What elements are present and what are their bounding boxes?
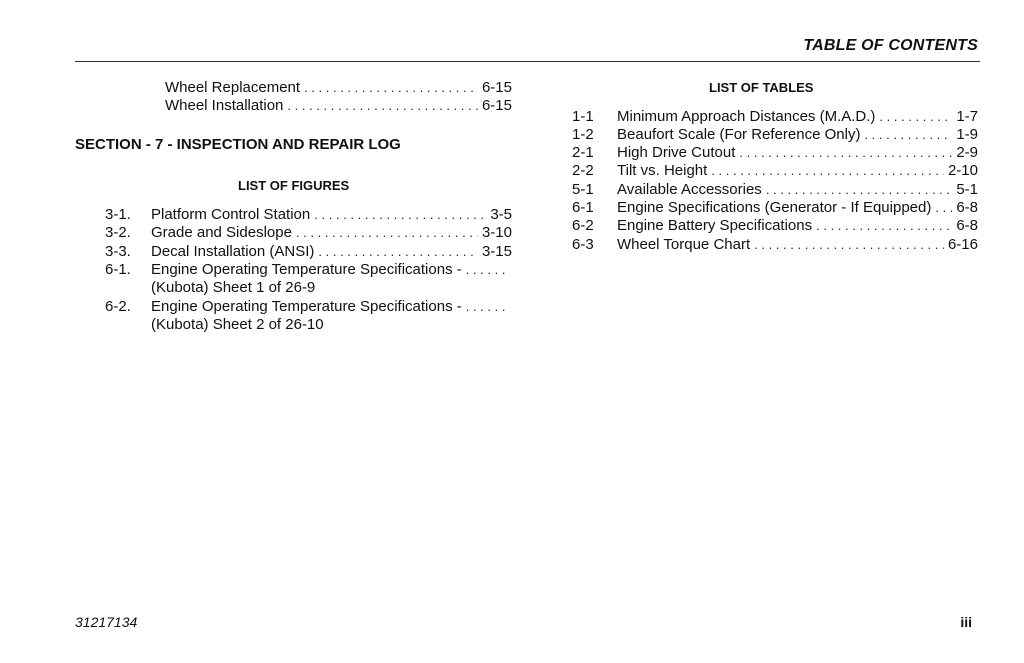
- table-entry-1-2[interactable]: [572, 126, 978, 144]
- figure-title: Decal Installation (ANSI): [151, 243, 315, 260]
- table-page: 6-8: [956, 217, 978, 234]
- list-of-tables-heading: LIST OF TABLES: [709, 80, 814, 95]
- figure-title: Platform Control Station: [151, 206, 311, 223]
- table-entry-6-3[interactable]: [572, 236, 978, 254]
- table-entry-1-1[interactable]: [572, 108, 978, 126]
- table-number: 1-1: [572, 108, 594, 125]
- table-page: 2-10: [947, 162, 978, 179]
- toc-entry-wheel-installation[interactable]: [165, 97, 512, 115]
- table-entry-5-1[interactable]: [572, 181, 978, 199]
- table-entry-6-1[interactable]: [572, 199, 978, 217]
- table-page: 6-16: [947, 236, 978, 253]
- toc-entry-text: Wheel Installation: [165, 97, 284, 114]
- table-number: 6-3: [572, 236, 594, 253]
- list-of-figures-heading: LIST OF FIGURES: [238, 178, 350, 193]
- table-entry-2-1[interactable]: [572, 144, 978, 162]
- leader-dots: [287, 97, 478, 115]
- toc-entry-page: 6-15: [481, 97, 512, 114]
- figure-entry-6-2[interactable]: [105, 298, 512, 316]
- figure-entry-3-3[interactable]: [105, 243, 512, 261]
- table-title: Tilt vs. Height: [617, 162, 708, 179]
- leader-dots: [318, 243, 478, 261]
- table-entry-6-2[interactable]: [572, 217, 978, 235]
- toc-entry-text: Wheel Replacement: [165, 79, 301, 96]
- table-number: 2-1: [572, 144, 594, 161]
- figure-number: 6-1.: [105, 261, 131, 278]
- figure-entry-6-2-continuation: (Kubota) Sheet 2 of 26-10: [151, 316, 324, 333]
- figure-number: 3-2.: [105, 224, 131, 241]
- table-title: High Drive Cutout: [617, 144, 736, 161]
- table-number: 1-2: [572, 126, 594, 143]
- table-page: 1-7: [956, 108, 978, 125]
- table-number: 6-2: [572, 217, 594, 234]
- leader-dots: [466, 298, 508, 316]
- leader-dots: [816, 217, 952, 235]
- section-heading[interactable]: SECTION - 7 - INSPECTION AND REPAIR LOG: [75, 136, 401, 153]
- leader-dots: [864, 126, 952, 144]
- figure-page: 3-5: [490, 206, 512, 223]
- leader-dots: [879, 108, 952, 126]
- table-page: 2-9: [956, 144, 978, 161]
- table-page: 1-9: [956, 126, 978, 143]
- page-number: iii: [960, 614, 972, 630]
- leader-dots: [766, 181, 953, 199]
- table-number: 6-1: [572, 199, 594, 216]
- figure-page: 3-15: [481, 243, 512, 260]
- leader-dots: [296, 224, 478, 242]
- figure-title: Engine Operating Temperature Specifications -: [151, 261, 462, 278]
- leader-dots: [466, 261, 508, 279]
- figure-title: Grade and Sideslope: [151, 224, 292, 241]
- table-title: Minimum Approach Distances (M.A.D.): [617, 108, 876, 125]
- header-title: TABLE OF CONTENTS: [803, 37, 978, 54]
- table-title: Engine Battery Specifications: [617, 217, 813, 234]
- leader-dots: [304, 79, 478, 97]
- table-number: 2-2: [572, 162, 594, 179]
- toc-entry-wheel-replacement[interactable]: [165, 79, 512, 97]
- figure-page: 3-10: [481, 224, 512, 241]
- table-title: Wheel Torque Chart: [617, 236, 751, 253]
- leader-dots: [314, 206, 486, 224]
- figure-title: Engine Operating Temperature Specifications -: [151, 298, 462, 315]
- header-rule: [75, 61, 980, 62]
- document-number: 31217134: [75, 614, 138, 630]
- leader-dots: [739, 144, 952, 162]
- table-page: 5-1: [956, 181, 978, 198]
- leader-dots: [754, 236, 944, 254]
- table-entry-2-2[interactable]: [572, 162, 978, 180]
- table-page: 6-8: [956, 199, 978, 216]
- figure-number: 6-2.: [105, 298, 131, 315]
- figure-number: 3-1.: [105, 206, 131, 223]
- toc-entry-page: 6-15: [481, 79, 512, 96]
- figure-entry-6-1[interactable]: [105, 261, 512, 279]
- figure-number: 3-3.: [105, 243, 131, 260]
- figure-entry-3-2[interactable]: [105, 224, 512, 242]
- table-title: Available Accessories: [617, 181, 762, 198]
- leader-dots: [711, 162, 944, 180]
- table-title: Beaufort Scale (For Reference Only): [617, 126, 861, 143]
- table-number: 5-1: [572, 181, 594, 198]
- leader-dots: [935, 199, 952, 217]
- figure-entry-6-1-continuation: (Kubota) Sheet 1 of 26-9: [151, 279, 316, 296]
- figure-entry-3-1[interactable]: [105, 206, 512, 224]
- table-title: Engine Specifications (Generator - If Equipped): [617, 199, 932, 216]
